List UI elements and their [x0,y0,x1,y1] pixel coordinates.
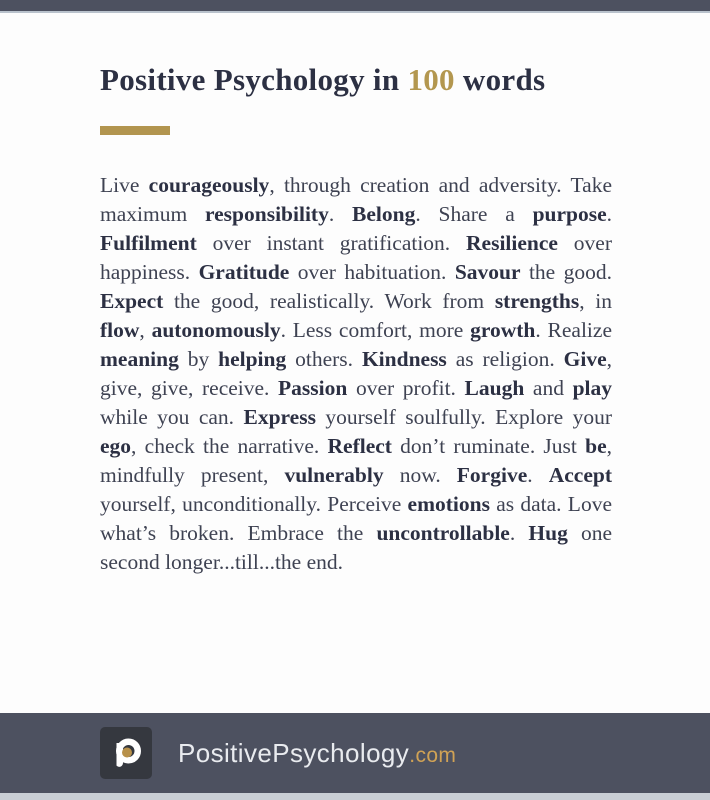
footer-bar [0,713,710,793]
positivepsychology-logo-icon [100,727,152,779]
gold-divider [100,126,170,135]
brand-wordmark [178,738,456,769]
content-area [100,13,612,577]
quote-paragraph: Live courageously, through creation and adversity. Take maximum responsibility. Belong. Share a purpose. Fulfilment over instant gratification. Resilience over happiness. Gratitude over habituation. Savour the good. Expect the good, realistically. Work from strengths, in flow, autonomously. Less comfort, more growth. Realize meaning by helping others. Kindness as religion. Give, give, give, receive. Passion over profit. Laugh and play while you can. Express yourself soulfully. Explore your ego, check the narrative. Reflect don’t ruminate. Just be, mindfully present, vulnerably now. Forgive. Accept yourself, unconditionally. Perceive emotions as data. Love what’s broken. Embrace the uncontrollable. Hug one second longer...till...the end. [100,173,613,574]
top-border-bar [0,0,710,13]
bottom-strip [0,793,710,800]
brand-domain: .com [409,743,457,767]
page-title: Positive Psychology in 100 words [100,62,546,97]
brand-name: PositivePsychology [178,737,410,768]
